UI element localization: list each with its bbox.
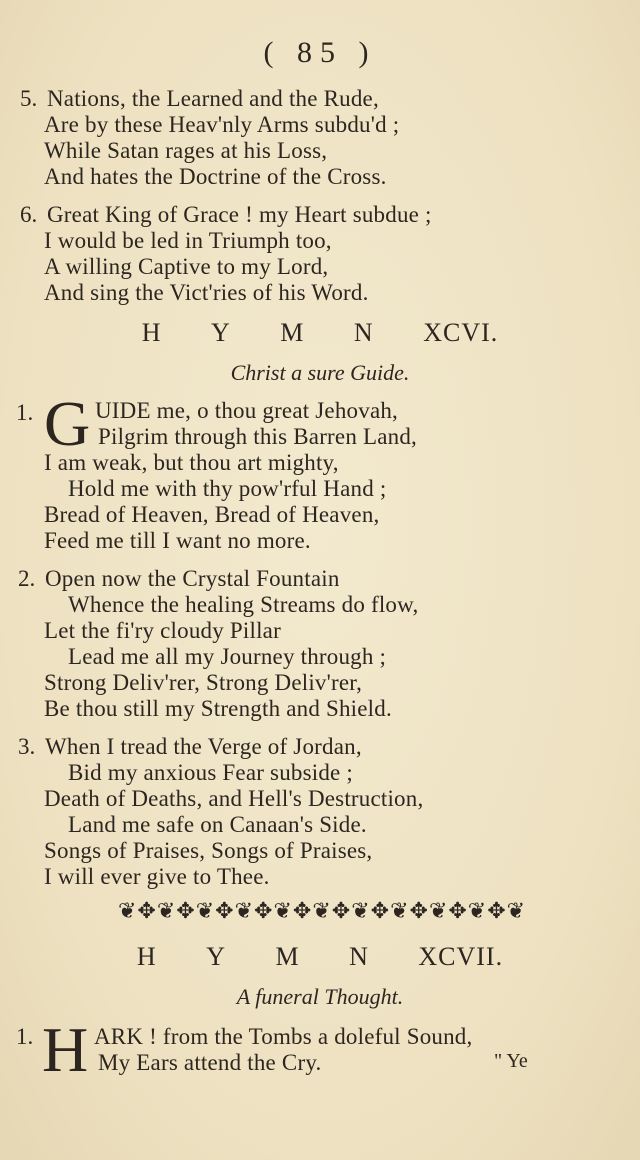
verse-line: My Ears attend the Cry.: [98, 1050, 322, 1075]
hymn-heading: [0, 318, 640, 348]
verse-number: 1.: [16, 1024, 34, 1049]
heading-numeral: XCVI.: [423, 318, 499, 347]
verse-line: Open now the Crystal Fountain: [45, 566, 340, 591]
heading-letter: H: [141, 318, 162, 347]
drop-cap: G: [44, 388, 91, 459]
heading-numeral: XCVII.: [418, 942, 504, 971]
hymn-subtitle: A funeral Thought.: [236, 984, 404, 1009]
verse-line: Are by these Heav'nly Arms subdu'd ;: [44, 112, 400, 137]
verse-line: Bid my anxious Fear subside ;: [68, 760, 353, 785]
verse-line: ARK ! from the Tombs a doleful Sound,: [94, 1024, 473, 1049]
ornament-divider: ❦✥❦✥❦✥❦✥❦✥❦✥❦✥❦✥❦✥❦✥❦: [118, 898, 527, 923]
verse-line: Be thou still my Strength and Shield.: [44, 696, 392, 721]
verse-number: 3.: [18, 734, 36, 759]
verse-number: 2.: [18, 566, 36, 591]
verse-line: Bread of Heaven, Bread of Heaven,: [44, 502, 380, 527]
heading-letter: Y: [206, 942, 226, 971]
verse-line: Whence the healing Streams do flow,: [68, 592, 419, 617]
verse-line: Land me safe on Canaan's Side.: [68, 812, 367, 837]
drop-cap: H: [42, 1014, 89, 1085]
heading-letter: Y: [211, 318, 231, 347]
verse-line: Nations, the Learned and the Rude,: [47, 86, 379, 111]
verse-line: And hates the Doctrine of the Cross.: [44, 164, 387, 189]
verse-number: 1.: [16, 400, 34, 425]
verse-line: I would be led in Triumph too,: [44, 228, 332, 253]
verse-line: Strong Deliv'rer, Strong Deliv'rer,: [44, 670, 363, 695]
verse-line: Lead me all my Journey through ;: [68, 644, 387, 669]
verse-line: When I tread the Verge of Jordan,: [45, 734, 362, 759]
heading-letter: M: [280, 318, 305, 347]
heading-letter: N: [353, 318, 374, 347]
verse-line: Pilgrim through this Barren Land,: [98, 424, 417, 449]
verse-line: Great King of Grace ! my Heart subdue ;: [47, 202, 432, 227]
catchword: " Ye: [494, 1050, 528, 1072]
verse-line: A willing Captive to my Lord,: [44, 254, 329, 279]
verse-line: UIDE me, o thou great Jehovah,: [95, 398, 399, 423]
hymn-heading: [0, 942, 640, 972]
hymn-subtitle: Christ a sure Guide.: [230, 360, 410, 385]
heading-letter: M: [275, 942, 300, 971]
verse-number: 5.: [20, 86, 38, 111]
verse-line: Songs of Praises, Songs of Praises,: [44, 838, 373, 863]
heading-letter: N: [349, 942, 369, 971]
page-number: ( 85 ): [263, 36, 377, 69]
verse-line: I am weak, but thou art mighty,: [44, 450, 339, 475]
verse-line: And sing the Vict'ries of his Word.: [44, 280, 369, 305]
verse-number: 6.: [20, 202, 38, 227]
heading-letter: H: [136, 942, 157, 971]
verse-line: Feed me till I want no more.: [44, 528, 311, 553]
verse-line: Let the fi'ry cloudy Pillar: [44, 618, 281, 643]
verse-line: I will ever give to Thee.: [44, 864, 270, 889]
verse-line: Hold me with thy pow'rful Hand ;: [68, 476, 387, 501]
verse-line: While Satan rages at his Loss,: [44, 138, 328, 163]
verse-line: Death of Deaths, and Hell's Destruction,: [44, 786, 424, 811]
